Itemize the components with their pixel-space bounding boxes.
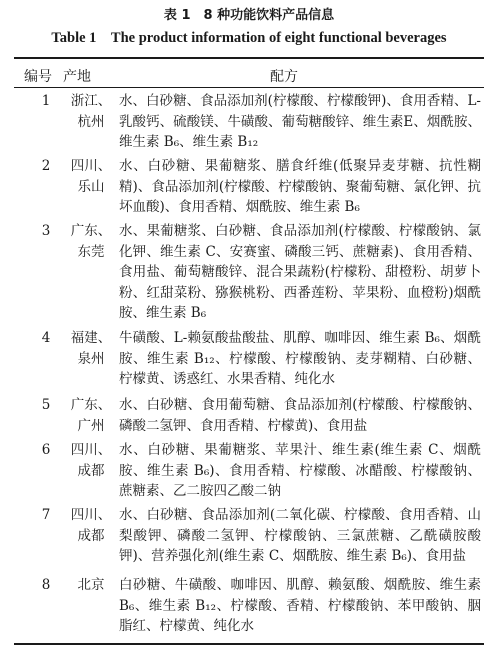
origin-line: 成都 bbox=[77, 462, 105, 479]
row-origin bbox=[66, 156, 116, 197]
header-number: 编号 bbox=[24, 69, 52, 85]
table-title-english: Table 1 The product information of eight functional beverages bbox=[51, 30, 447, 46]
row-origin bbox=[66, 575, 116, 596]
row-number: 2 bbox=[41, 158, 51, 174]
row-number: 7 bbox=[41, 507, 51, 523]
origin-line: 福建、 bbox=[70, 330, 112, 346]
table-top-rule bbox=[14, 57, 484, 59]
row-formula: 水、白砂糖、果葡糖浆、膳食纤维(低聚异麦芽糖、抗性糊精)、食品添加剂(柠檬酸、柠檬酸钠、聚葡萄糖、氯化钾、抗坏血酸)、食用香精、烟酰胺、维生素 B₆ bbox=[119, 158, 481, 215]
origin-line: 广东、 bbox=[70, 397, 112, 413]
row-origin bbox=[66, 221, 116, 262]
row-formula: 水、果葡糖浆、白砂糖、食品添加剂(柠檬酸、柠檬酸钠、氯化钾、维生素 C、安赛蜜、磷酸三钙、蔗糖素)、食用香精、食用盐、葡萄糖酸锌、混合果蔬粉(柠檬粉、甜橙粉、胡萝卜粉、红甜菜粉、猕猴桃粉、西番莲粉、苹果粉、血橙粉)烟酰胺、维生素 B₆ bbox=[119, 223, 481, 321]
origin-line: 广州 bbox=[77, 417, 105, 434]
row-formula: 牛磺酸、L-赖氨酸盐酸盐、肌醇、咖啡因、维生素 B₆、烟酰胺、维生素 B₁₂、柠檬酸、柠檬酸钠、麦芽糊精、白砂糖、柠檬黄、诱惑红、水果香精、纯化水 bbox=[119, 330, 481, 387]
origin-line: 广东、 bbox=[70, 223, 112, 239]
row-formula: 水、白砂糖、果葡糖浆、苹果汁、维生素(维生素 C、烟酰胺、维生素 B₆)、食用香精、柠檬酸、冰醋酸、柠檬酸钠、蔗糖素、乙二胺四乙酸二钠 bbox=[119, 442, 481, 499]
row-origin bbox=[66, 440, 116, 481]
origin-line: 乐山 bbox=[77, 178, 105, 195]
origin-line: 成都 bbox=[77, 527, 105, 544]
row-formula: 水、白砂糖、食品添加剂(柠檬酸、柠檬酸钾)、食用香精、L-乳酸钙、硫酸镁、牛磺酸、葡萄糖酸锌、维生素E、烟酰胺、维生素 B₆、维生素 B₁₂ bbox=[119, 93, 481, 150]
origin-line: 杭州 bbox=[77, 113, 105, 130]
row-number: 1 bbox=[41, 93, 51, 109]
origin-line: 四川、 bbox=[70, 442, 112, 458]
row-formula: 白砂糖、牛磺酸、咖啡因、肌醇、赖氨酸、烟酰胺、维生素 B₆、维生素 B₁₂、柠檬酸、香精、柠檬酸钠、苯甲酸钠、胭脂红、柠檬黄、纯化水 bbox=[119, 577, 481, 634]
origin-line: 泉州 bbox=[77, 350, 105, 367]
row-number: 4 bbox=[41, 330, 51, 346]
origin-line: 四川、 bbox=[70, 507, 112, 523]
origin-line: 浙江、 bbox=[70, 93, 112, 109]
row-number: 6 bbox=[41, 442, 51, 458]
row-origin bbox=[66, 395, 116, 436]
header-rule bbox=[14, 87, 484, 88]
header-origin: 产地 bbox=[63, 69, 91, 85]
table-bottom-rule bbox=[14, 643, 484, 645]
header-formula: 配方 bbox=[270, 69, 298, 85]
origin-line: 四川、 bbox=[70, 158, 112, 174]
row-origin bbox=[66, 505, 116, 546]
origin-line: 北京 bbox=[77, 577, 105, 593]
origin-line: 东莞 bbox=[77, 243, 105, 260]
row-number: 8 bbox=[41, 577, 51, 593]
row-origin bbox=[66, 91, 116, 132]
row-number: 3 bbox=[41, 223, 51, 239]
table-title-chinese: 表 1 8 种功能饮料产品信息 bbox=[163, 8, 335, 23]
row-formula: 水、白砂糖、食用葡萄糖、食品添加剂(柠檬酸、柠檬酸钠、磷酸二氢钾、食用香精、柠檬黄)、食用盐 bbox=[119, 397, 481, 434]
row-formula: 水、白砂糖、食品添加剂(二氧化碳、柠檬酸、食用香精、山梨酸钾、磷酸二氢钾、柠檬酸钠、三氯蔗糖、乙酰磺胺酸钾)、营养强化剂(维生素 C、烟酰胺、维生素 B₆)、食用盐 bbox=[119, 507, 481, 564]
row-number: 5 bbox=[41, 397, 51, 413]
row-origin bbox=[66, 328, 116, 369]
